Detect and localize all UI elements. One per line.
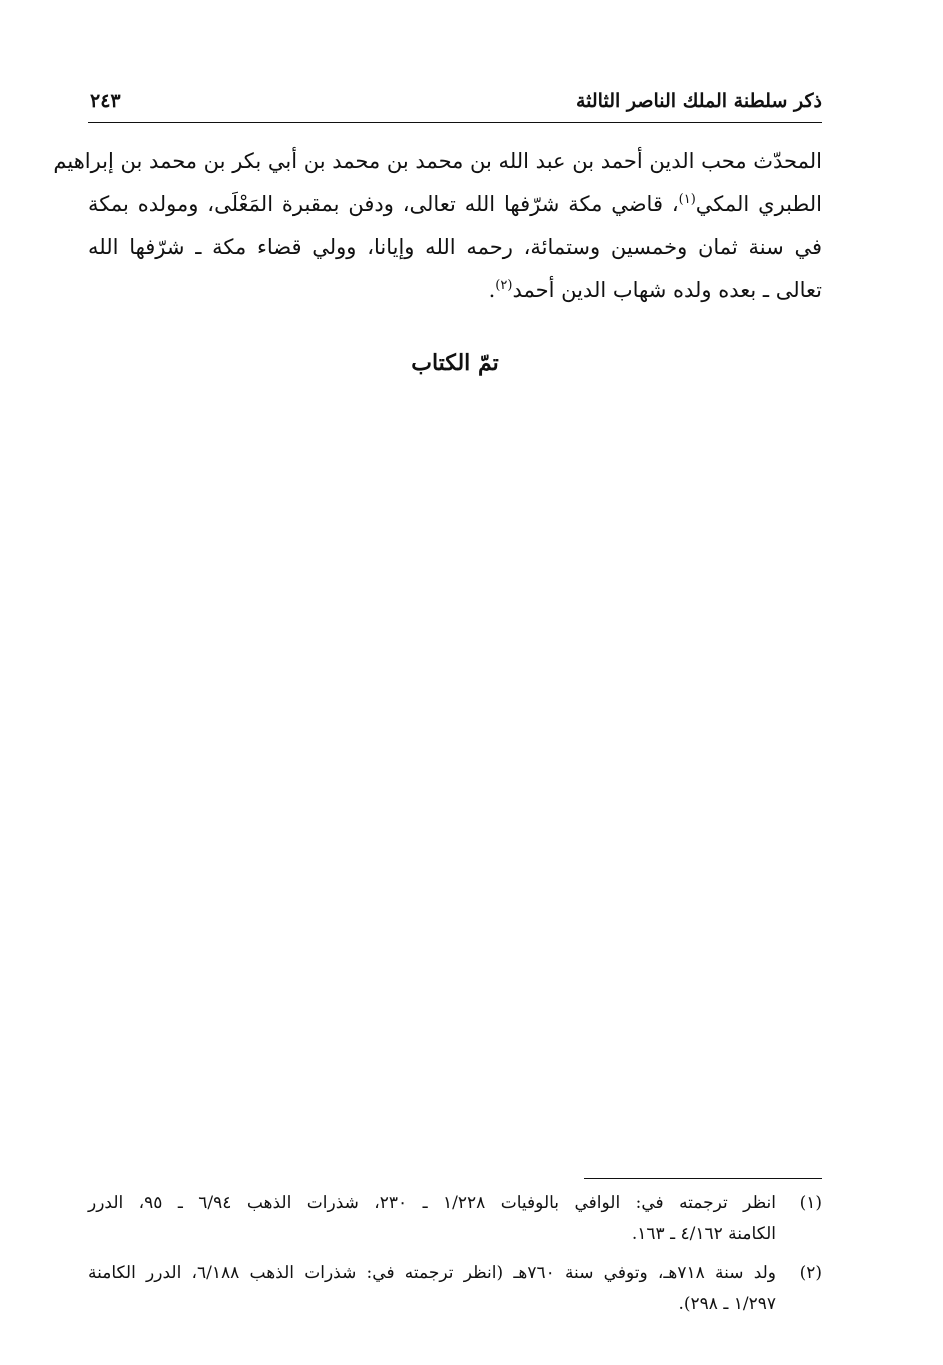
- body-text-4: في سنة ثمان وخمسين وستمائة، رحمه الله وإيانا، وولي قضاء مكة ـ شرّفها الله: [88, 235, 822, 259]
- footnotes: [88, 1188, 822, 1328]
- body-line-4: [88, 269, 822, 312]
- running-title: ذكر سلطنة الملك الناصر الثالثة: [575, 90, 822, 112]
- page-number: ٢٤٣: [90, 90, 121, 112]
- body-line-1: [53, 140, 822, 183]
- footnote-divider: [584, 1178, 822, 1179]
- footnote-marker-1: (١): [799, 1193, 822, 1213]
- body-line-2: [88, 183, 822, 226]
- body-line-3: [88, 226, 822, 269]
- footnote-1: [88, 1188, 822, 1250]
- footnote-1-line-1: انظر ترجمته في: الوافي بالوفيات ١/٢٢٨ ـ ٢٣٠، شذرات الذهب ٦/٩٤ ـ ٩٥، الدرر: [88, 1193, 776, 1213]
- main-paragraph: [53, 140, 822, 312]
- footnote-1-line-2: الكامنة ٤/١٦٢ ـ ١٦٣.: [631, 1224, 776, 1244]
- footnote-2: [88, 1258, 822, 1320]
- footnote-2-line-2: ١/٢٩٧ ـ ٢٩٨).: [678, 1294, 776, 1314]
- body-text-2: الطبري المكي: [695, 192, 822, 216]
- footnote-ref-1[interactable]: (١): [678, 192, 696, 207]
- body-text-1: المحدّث محب الدين أحمد بن عبد الله بن محمد بن محمد بن أبي بكر بن محمد بن إبراهيم: [53, 149, 822, 173]
- running-head: [88, 88, 822, 123]
- footnote-2-line-1: ولد سنة ٧١٨هـ، وتوفي سنة ٧٦٠هـ (انظر ترجمته في: شذرات الذهب ٦/١٨٨، الدرر الكامنة: [88, 1263, 777, 1283]
- body-text-6: .: [488, 278, 496, 302]
- body-text-5: تعالى ـ بعده ولده شهاب الدين أحمد: [512, 278, 822, 302]
- footnote-ref-2[interactable]: (٢): [495, 278, 513, 293]
- closing-phrase: تمّ الكتاب: [411, 350, 499, 376]
- footnote-marker-2: (٢): [799, 1263, 822, 1283]
- body-text-3: ، قاضي مكة شرّفها الله تعالى، ودفن بمقبرة المَعْلَى، ومولده بمكة: [88, 192, 679, 216]
